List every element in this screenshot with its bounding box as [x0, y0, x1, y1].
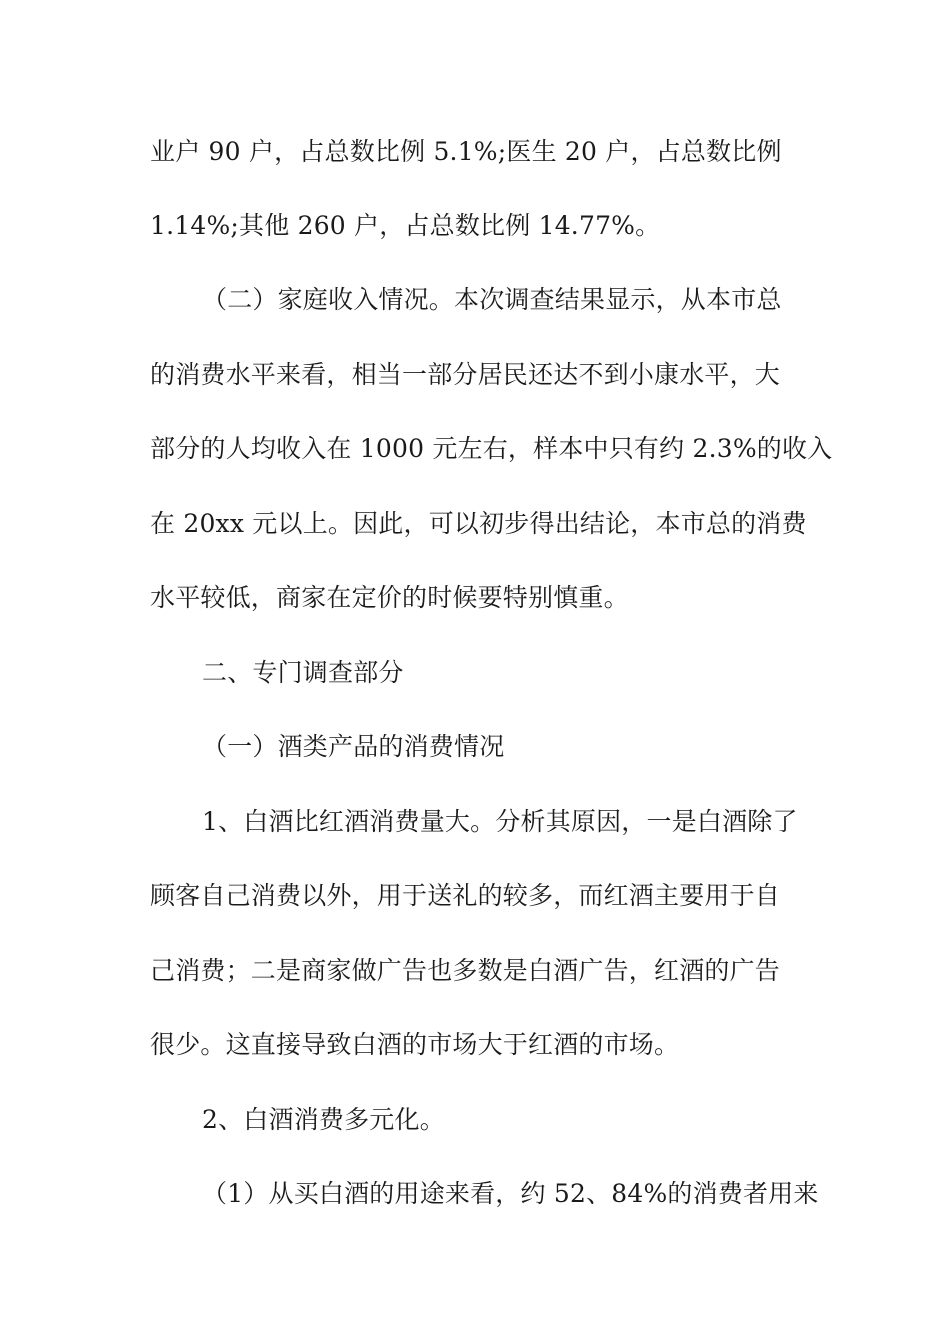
text-line: 顾客自己消费以外，用于送礼的较多，而红酒主要用于自	[150, 881, 781, 910]
text-line: 己消费；二是商家做广告也多数是白酒广告，红酒的广告	[150, 956, 781, 985]
text-line: 部分的人均收入在 1000 元左右，样本中只有约 2.3%的收入	[150, 434, 833, 463]
paragraph-start-line: （1）从买白酒的用途来看，约 52、84%的消费者用来	[202, 1179, 819, 1208]
paragraph-start-line: 1、白酒比红酒消费量大。分析其原因，一是白酒除了	[202, 807, 798, 836]
text-line: 1.14%;其他 260 户，占总数比例 14.77%。	[150, 211, 661, 240]
text-line: 在 20xx 元以上。因此，可以初步得出结论，本市总的消费	[150, 509, 807, 538]
paragraph-start-line: （二）家庭收入情况。本次调查结果显示，从本市总	[202, 285, 782, 314]
text-line: 的消费水平来看，相当一部分居民还达不到小康水平，大	[150, 360, 781, 389]
subsection-heading: （一）酒类产品的消费情况	[202, 732, 505, 761]
text-line: 水平较低，商家在定价的时候要特别慎重。	[150, 583, 629, 612]
paragraph-start-line: 2、白酒消费多元化。	[202, 1105, 445, 1134]
text-line: 业户 90 户，占总数比例 5.1%;医生 20 户，占总数比例	[150, 137, 782, 166]
section-heading: 二、专门调查部分	[202, 658, 404, 687]
text-line: 很少。这直接导致白酒的市场大于红酒的市场。	[150, 1030, 680, 1059]
